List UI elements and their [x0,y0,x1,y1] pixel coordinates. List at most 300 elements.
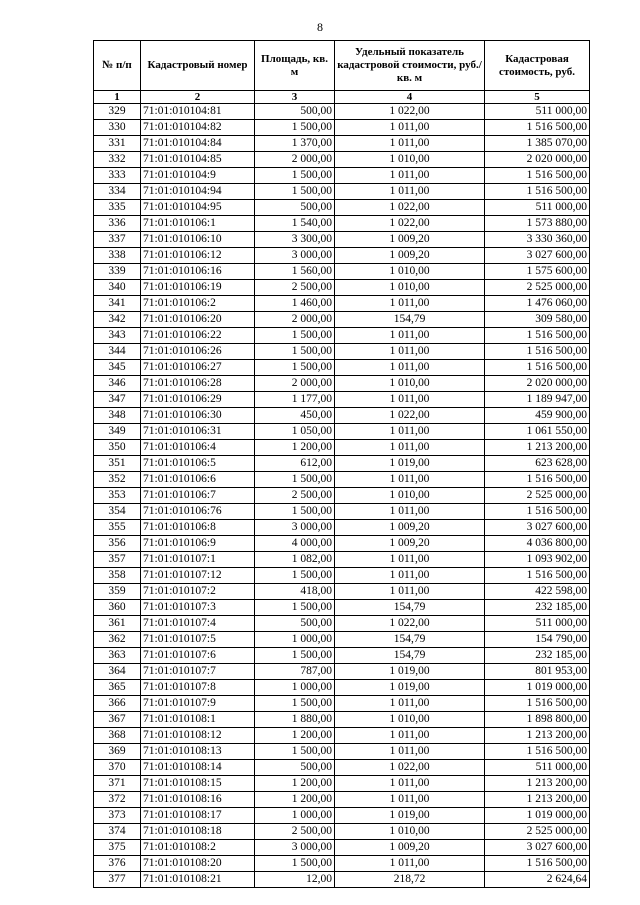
table-row [94,376,590,392]
specific-value-cell: 1 019,00 [335,680,485,696]
row-number-cell: 330 [94,120,141,136]
cadastral-value-cell: 511 000,00 [485,200,590,216]
specific-value-cell: 1 022,00 [335,616,485,632]
table-row [94,392,590,408]
area-cell: 1 200,00 [255,440,335,456]
cadastral-value-cell: 1 019 000,00 [485,808,590,824]
cadastral-number-cell: 71:01:010104:82 [141,120,255,136]
specific-value-cell: 1 009,20 [335,232,485,248]
cadastral-number-cell: 71:01:010106:10 [141,232,255,248]
area-cell: 500,00 [255,760,335,776]
table-row [94,456,590,472]
cadastral-number-cell: 71:01:010108:20 [141,856,255,872]
area-cell: 3 300,00 [255,232,335,248]
row-number-cell: 360 [94,600,141,616]
cadastral-number-cell: 71:01:010106:29 [141,392,255,408]
cadastral-number-cell: 71:01:010107:5 [141,632,255,648]
row-number-cell: 348 [94,408,141,424]
cadastral-value-cell: 1 516 500,00 [485,168,590,184]
area-cell: 4 000,00 [255,536,335,552]
area-cell: 1 200,00 [255,776,335,792]
cadastral-value-cell: 2 525 000,00 [485,488,590,504]
specific-value-cell: 1 011,00 [335,584,485,600]
row-number-cell: 338 [94,248,141,264]
row-number-cell: 362 [94,632,141,648]
cadastral-number-cell: 71:01:010107:8 [141,680,255,696]
table-row [94,264,590,280]
cadastral-number-cell: 71:01:010108:18 [141,824,255,840]
area-cell: 1 500,00 [255,696,335,712]
specific-value-cell: 1 010,00 [335,488,485,504]
area-cell: 1 500,00 [255,328,335,344]
area-cell: 2 500,00 [255,488,335,504]
cadastral-number-cell: 71:01:010104:94 [141,184,255,200]
cadastral-value-cell: 511 000,00 [485,104,590,120]
cadastral-number-cell: 71:01:010104:95 [141,200,255,216]
header-specific-value: Удельный показатель кадастровой стоимости, руб./кв. м [335,41,485,91]
row-number-cell: 369 [94,744,141,760]
cadastral-value-cell: 2 525 000,00 [485,280,590,296]
table-row [94,120,590,136]
row-number-cell: 351 [94,456,141,472]
cadastral-number-cell: 71:01:010106:8 [141,520,255,536]
table-row [94,648,590,664]
specific-value-cell: 154,79 [335,648,485,664]
row-number-cell: 345 [94,360,141,376]
cadastral-number-cell: 71:01:010107:6 [141,648,255,664]
cadastral-number-cell: 71:01:010108:17 [141,808,255,824]
row-number-cell: 329 [94,104,141,120]
cadastral-value-cell: 4 036 800,00 [485,536,590,552]
specific-value-cell: 1 011,00 [335,168,485,184]
specific-value-cell: 1 010,00 [335,152,485,168]
area-cell: 500,00 [255,616,335,632]
area-cell: 1 500,00 [255,168,335,184]
cadastral-number-cell: 71:01:010108:15 [141,776,255,792]
cadastral-number-cell: 71:01:010108:1 [141,712,255,728]
cadastral-number-cell: 71:01:010106:5 [141,456,255,472]
column-number: 1 [94,91,141,104]
table-row [94,424,590,440]
cadastral-value-cell: 3 027 600,00 [485,248,590,264]
cadastral-number-cell: 71:01:010106:28 [141,376,255,392]
specific-value-cell: 1 009,20 [335,536,485,552]
area-cell: 3 000,00 [255,248,335,264]
table-row [94,520,590,536]
table-row [94,328,590,344]
cadastral-value-cell: 309 580,00 [485,312,590,328]
row-number-cell: 365 [94,680,141,696]
area-cell: 1 500,00 [255,568,335,584]
cadastral-number-cell: 71:01:010106:76 [141,504,255,520]
cadastral-value-cell: 1 213 200,00 [485,440,590,456]
area-cell: 1 500,00 [255,344,335,360]
row-number-cell: 357 [94,552,141,568]
row-number-cell: 332 [94,152,141,168]
row-number-cell: 366 [94,696,141,712]
specific-value-cell: 1 011,00 [335,792,485,808]
specific-value-cell: 1 011,00 [335,360,485,376]
cadastral-value-cell: 1 516 500,00 [485,184,590,200]
area-cell: 500,00 [255,200,335,216]
row-number-cell: 371 [94,776,141,792]
cadastral-number-cell: 71:01:010106:6 [141,472,255,488]
row-number-cell: 350 [94,440,141,456]
specific-value-cell: 1 011,00 [335,440,485,456]
cadastral-value-cell: 623 628,00 [485,456,590,472]
row-number-cell: 373 [94,808,141,824]
row-number-cell: 376 [94,856,141,872]
area-cell: 1 082,00 [255,552,335,568]
row-number-cell: 344 [94,344,141,360]
row-number-cell: 331 [94,136,141,152]
specific-value-cell: 154,79 [335,632,485,648]
cadastral-number-cell: 71:01:010107:4 [141,616,255,632]
cadastral-value-cell: 511 000,00 [485,616,590,632]
specific-value-cell: 154,79 [335,600,485,616]
specific-value-cell: 1 011,00 [335,120,485,136]
cadastral-value-cell: 1 516 500,00 [485,504,590,520]
cadastral-number-cell: 71:01:010106:16 [141,264,255,280]
table-row [94,776,590,792]
row-number-cell: 361 [94,616,141,632]
row-number-cell: 339 [94,264,141,280]
row-number-cell: 375 [94,840,141,856]
cadastral-value-cell: 1 213 200,00 [485,728,590,744]
row-number-cell: 374 [94,824,141,840]
row-number-cell: 340 [94,280,141,296]
specific-value-cell: 1 022,00 [335,200,485,216]
table-row [94,488,590,504]
area-cell: 418,00 [255,584,335,600]
specific-value-cell: 1 011,00 [335,136,485,152]
specific-value-cell: 1 011,00 [335,184,485,200]
table-row [94,296,590,312]
specific-value-cell: 1 009,20 [335,520,485,536]
row-number-cell: 335 [94,200,141,216]
cadastral-value-cell: 1 516 500,00 [485,744,590,760]
table-row [94,568,590,584]
specific-value-cell: 1 022,00 [335,104,485,120]
cadastral-value-cell: 232 185,00 [485,600,590,616]
row-number-cell: 342 [94,312,141,328]
specific-value-cell: 1 011,00 [335,568,485,584]
cadastral-value-cell: 1 516 500,00 [485,344,590,360]
area-cell: 2 500,00 [255,824,335,840]
area-cell: 1 500,00 [255,744,335,760]
specific-value-cell: 1 011,00 [335,776,485,792]
table-row [94,600,590,616]
cadastral-value-cell: 1 019 000,00 [485,680,590,696]
area-cell: 1 370,00 [255,136,335,152]
cadastral-value-cell: 1 476 060,00 [485,296,590,312]
page-number: 8 [317,20,323,34]
table-row [94,584,590,600]
area-cell: 612,00 [255,456,335,472]
specific-value-cell: 1 011,00 [335,392,485,408]
row-number-cell: 354 [94,504,141,520]
cadastral-number-cell: 71:01:010106:4 [141,440,255,456]
header-area: Площадь, кв. м [255,41,335,91]
specific-value-cell: 1 011,00 [335,472,485,488]
table-row [94,840,590,856]
area-cell: 3 000,00 [255,840,335,856]
area-cell: 1 500,00 [255,856,335,872]
cadastral-number-cell: 71:01:010107:2 [141,584,255,600]
cadastral-value-cell: 1 213 200,00 [485,792,590,808]
area-cell: 1 200,00 [255,728,335,744]
column-number: 4 [335,91,485,104]
cadastral-number-cell: 71:01:010106:1 [141,216,255,232]
area-cell: 1 000,00 [255,808,335,824]
cadastral-number-cell: 71:01:010106:12 [141,248,255,264]
cadastral-value-cell: 511 000,00 [485,760,590,776]
area-cell: 2 000,00 [255,312,335,328]
row-number-cell: 347 [94,392,141,408]
column-number: 5 [485,91,590,104]
area-cell: 1 500,00 [255,360,335,376]
table-row [94,216,590,232]
cadastral-value-cell: 1 213 200,00 [485,776,590,792]
row-number-cell: 336 [94,216,141,232]
specific-value-cell: 1 011,00 [335,552,485,568]
table-row [94,536,590,552]
table-row [94,360,590,376]
cadastral-value-table [93,40,590,888]
cadastral-value-cell: 459 900,00 [485,408,590,424]
cadastral-number-cell: 71:01:010106:20 [141,312,255,328]
cadastral-value-cell: 2 624,64 [485,872,590,888]
table-row [94,200,590,216]
cadastral-number-cell: 71:01:010106:7 [141,488,255,504]
row-number-cell: 359 [94,584,141,600]
cadastral-value-cell: 1 061 550,00 [485,424,590,440]
table-row [94,664,590,680]
cadastral-number-cell: 71:01:010106:27 [141,360,255,376]
table-row [94,232,590,248]
cadastral-number-cell: 71:01:010106:9 [141,536,255,552]
table-row [94,312,590,328]
table-row [94,856,590,872]
cadastral-value-cell: 1 573 880,00 [485,216,590,232]
row-number-cell: 364 [94,664,141,680]
table-row [94,616,590,632]
specific-value-cell: 1 022,00 [335,216,485,232]
row-number-cell: 367 [94,712,141,728]
cadastral-number-cell: 71:01:010104:81 [141,104,255,120]
area-cell: 1 460,00 [255,296,335,312]
area-cell: 1 540,00 [255,216,335,232]
table-row [94,808,590,824]
cadastral-number-cell: 71:01:010106:30 [141,408,255,424]
cadastral-number-cell: 71:01:010108:13 [141,744,255,760]
table-row [94,248,590,264]
row-number-cell: 372 [94,792,141,808]
cadastral-value-cell: 1 516 500,00 [485,696,590,712]
table-header-row [94,41,590,91]
specific-value-cell: 1 019,00 [335,664,485,680]
table-row [94,824,590,840]
cadastral-value-cell: 2 020 000,00 [485,152,590,168]
specific-value-cell: 1 011,00 [335,328,485,344]
specific-value-cell: 1 011,00 [335,696,485,712]
table-row [94,280,590,296]
cadastral-number-cell: 71:01:010108:16 [141,792,255,808]
row-number-cell: 343 [94,328,141,344]
cadastral-value-cell: 3 027 600,00 [485,840,590,856]
area-cell: 1 500,00 [255,504,335,520]
area-cell: 3 000,00 [255,520,335,536]
cadastral-number-cell: 71:01:010107:12 [141,568,255,584]
specific-value-cell: 1 010,00 [335,264,485,280]
area-cell: 1 000,00 [255,680,335,696]
table-body [94,104,590,888]
cadastral-value-cell: 2 020 000,00 [485,376,590,392]
area-cell: 1 500,00 [255,120,335,136]
specific-value-cell: 218,72 [335,872,485,888]
area-cell: 1 500,00 [255,648,335,664]
cadastral-value-cell: 2 525 000,00 [485,824,590,840]
cadastral-value-cell: 1 516 500,00 [485,472,590,488]
cadastral-number-cell: 71:01:010107:9 [141,696,255,712]
column-number-row [94,91,590,104]
row-number-cell: 334 [94,184,141,200]
table-row [94,184,590,200]
table-row [94,712,590,728]
table-row [94,632,590,648]
area-cell: 1 500,00 [255,184,335,200]
table-row [94,408,590,424]
cadastral-number-cell: 71:01:010108:21 [141,872,255,888]
cadastral-value-cell: 1 516 500,00 [485,120,590,136]
specific-value-cell: 1 009,20 [335,840,485,856]
table-row [94,440,590,456]
header-row-number: № п/п [94,41,141,91]
area-cell: 1 880,00 [255,712,335,728]
table-row [94,696,590,712]
cadastral-number-cell: 71:01:010104:85 [141,152,255,168]
table-row [94,136,590,152]
specific-value-cell: 1 011,00 [335,424,485,440]
specific-value-cell: 1 011,00 [335,856,485,872]
cadastral-number-cell: 71:01:010106:26 [141,344,255,360]
specific-value-cell: 1 010,00 [335,280,485,296]
column-number: 2 [141,91,255,104]
specific-value-cell: 1 010,00 [335,824,485,840]
cadastral-value-cell: 232 185,00 [485,648,590,664]
area-cell: 1 050,00 [255,424,335,440]
row-number-cell: 370 [94,760,141,776]
table-row [94,104,590,120]
area-cell: 2 000,00 [255,152,335,168]
table-row [94,744,590,760]
cadastral-value-cell: 1 898 800,00 [485,712,590,728]
cadastral-number-cell: 71:01:010108:2 [141,840,255,856]
table-row [94,760,590,776]
cadastral-value-cell: 154 790,00 [485,632,590,648]
cadastral-number-cell: 71:01:010106:19 [141,280,255,296]
table-row [94,152,590,168]
area-cell: 1 000,00 [255,632,335,648]
area-cell: 1 500,00 [255,600,335,616]
cadastral-number-cell: 71:01:010106:2 [141,296,255,312]
header-cadastral-value: Кадастровая стоимость, руб. [485,41,590,91]
specific-value-cell: 1 019,00 [335,808,485,824]
row-number-cell: 346 [94,376,141,392]
specific-value-cell: 154,79 [335,312,485,328]
row-number-cell: 363 [94,648,141,664]
table-row [94,472,590,488]
cadastral-value-cell: 3 027 600,00 [485,520,590,536]
area-cell: 1 500,00 [255,472,335,488]
area-cell: 1 560,00 [255,264,335,280]
specific-value-cell: 1 019,00 [335,456,485,472]
column-number: 3 [255,91,335,104]
table-row [94,168,590,184]
cadastral-value-cell: 422 598,00 [485,584,590,600]
cadastral-number-cell: 71:01:010104:84 [141,136,255,152]
cadastral-value-cell: 801 953,00 [485,664,590,680]
row-number-cell: 377 [94,872,141,888]
area-cell: 12,00 [255,872,335,888]
table-row [94,728,590,744]
area-cell: 500,00 [255,104,335,120]
specific-value-cell: 1 011,00 [335,728,485,744]
area-cell: 450,00 [255,408,335,424]
table-row [94,504,590,520]
row-number-cell: 358 [94,568,141,584]
row-number-cell: 337 [94,232,141,248]
row-number-cell: 349 [94,424,141,440]
area-cell: 787,00 [255,664,335,680]
table-row [94,552,590,568]
row-number-cell: 356 [94,536,141,552]
cadastral-number-cell: 71:01:010104:9 [141,168,255,184]
row-number-cell: 333 [94,168,141,184]
row-number-cell: 353 [94,488,141,504]
row-number-cell: 352 [94,472,141,488]
specific-value-cell: 1 010,00 [335,376,485,392]
cadastral-value-cell: 3 330 360,00 [485,232,590,248]
table-row [94,792,590,808]
cadastral-value-cell: 1 516 500,00 [485,856,590,872]
row-number-cell: 341 [94,296,141,312]
area-cell: 1 200,00 [255,792,335,808]
cadastral-number-cell: 71:01:010107:1 [141,552,255,568]
row-number-cell: 355 [94,520,141,536]
cadastral-value-cell: 1 093 902,00 [485,552,590,568]
cadastral-value-cell: 1 516 500,00 [485,328,590,344]
cadastral-value-cell: 1 575 600,00 [485,264,590,280]
cadastral-value-cell: 1 189 947,00 [485,392,590,408]
header-cadastral-number: Кадастровый номер [141,41,255,91]
cadastral-value-cell: 1 385 070,00 [485,136,590,152]
specific-value-cell: 1 011,00 [335,344,485,360]
specific-value-cell: 1 009,20 [335,248,485,264]
specific-value-cell: 1 010,00 [335,712,485,728]
cadastral-number-cell: 71:01:010106:31 [141,424,255,440]
cadastral-number-cell: 71:01:010108:12 [141,728,255,744]
table-row [94,344,590,360]
table-row [94,872,590,888]
cadastral-value-cell: 1 516 500,00 [485,568,590,584]
cadastral-number-cell: 71:01:010108:14 [141,760,255,776]
cadastral-number-cell: 71:01:010107:7 [141,664,255,680]
specific-value-cell: 1 022,00 [335,408,485,424]
table-row [94,680,590,696]
area-cell: 1 177,00 [255,392,335,408]
specific-value-cell: 1 011,00 [335,744,485,760]
